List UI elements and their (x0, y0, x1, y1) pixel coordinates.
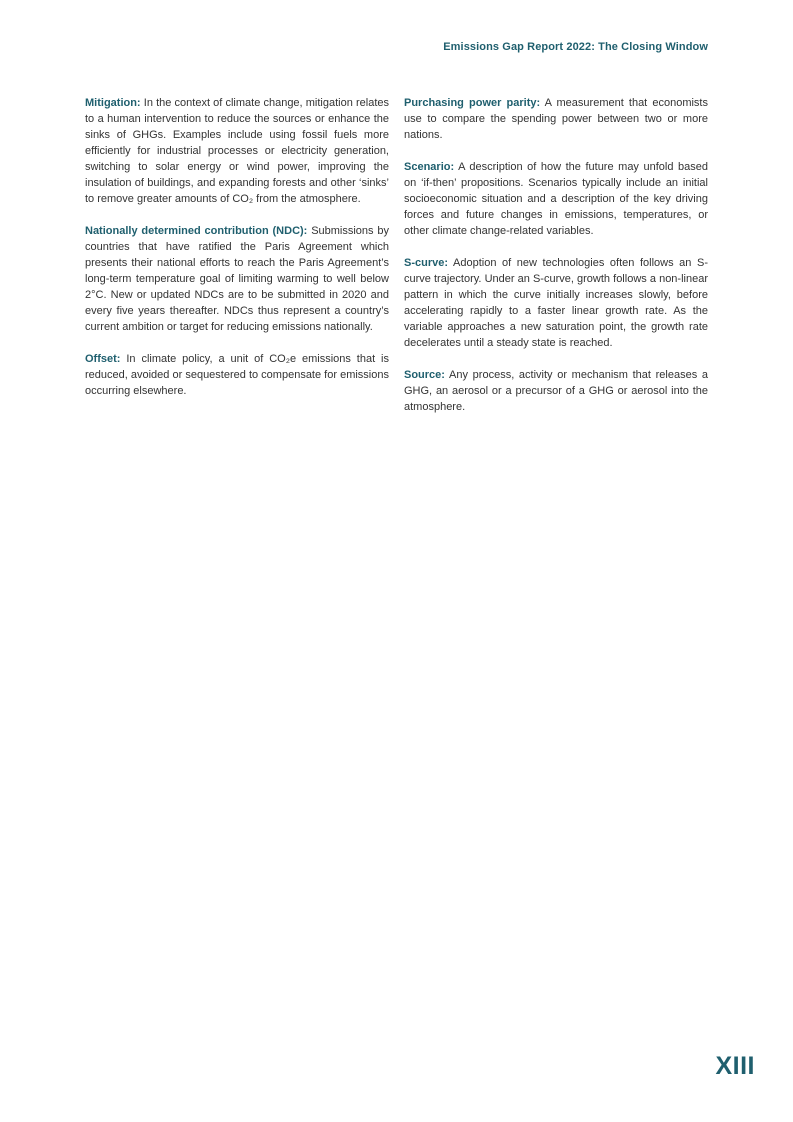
glossary-term: Source: (404, 369, 445, 381)
page-number: XIII (715, 1052, 755, 1080)
glossary-definition: In the context of climate change, mitigation relates to a human intervention to reduce the sources or enhance the sinks of GHGs. Examples include using fossil fuels more efficiently for industrial processes or electricity generation, switching to solar energy or wind power, improving the insulation of buildings, and expanding forests and other ‘sinks’ to remove greater amounts of CO₂ from the atmosphere. (85, 97, 389, 205)
glossary-definition: A measurement that economists use to compare the spending power between two or more nations. (404, 97, 708, 141)
running-header: Emissions Gap Report 2022: The Closing Window (443, 41, 708, 53)
glossary-term: Offset: (85, 353, 121, 365)
glossary-entry-offset (85, 351, 389, 399)
glossary-term: Nationally determined contribution (NDC): (85, 225, 308, 237)
glossary-term: S-curve: (404, 257, 449, 269)
glossary-entry-source (404, 367, 708, 415)
glossary-column-left (85, 95, 389, 415)
glossary-column-right (404, 95, 708, 431)
glossary-term: Mitigation: (85, 97, 141, 109)
glossary-entry-ndc (85, 223, 389, 335)
glossary-definition: A description of how the future may unfold based on ‘if-then’ propositions. Scenarios typically include an initial socioeconomic situation and a description of the key driving forces and future changes in emissions, temperatures, or other climate change-related variables. (404, 161, 708, 237)
glossary-entry-scenario (404, 159, 708, 239)
glossary-definition: In climate policy, a unit of CO₂e emissions that is reduced, avoided or sequestered to compensate for emissions occurring elsewhere. (85, 353, 389, 397)
glossary-term: Scenario: (404, 161, 455, 173)
glossary-definition: Any process, activity or mechanism that releases a GHG, an aerosol or a precursor of a GHG or aerosol into the atmosphere. (404, 369, 708, 413)
glossary-entry-mitigation (85, 95, 389, 207)
glossary-entry-purchasing-power-parity (404, 95, 708, 143)
glossary-definition: Submissions by countries that have ratified the Paris Agreement which presents their national efforts to reach the Paris Agreement’s long-term temperature goal of limiting warming to well below 2°C. New or updated NDCs are to be submitted in 2020 and every five years thereafter. NDCs thus represent a country’s current ambition or target for reducing emissions nationally. (85, 225, 389, 333)
glossary-term: Purchasing power parity: (404, 97, 541, 109)
glossary-entry-s-curve (404, 255, 708, 351)
glossary-definition: Adoption of new technologies often follows an S-curve trajectory. Under an S-curve, growth follows a non-linear pattern in which the curve initially increases slowly, before accelerating rapidly to a faster linear growth rate. As the variable approaches a new saturation point, the growth rate decelerates until a steady state is reached. (404, 257, 708, 349)
